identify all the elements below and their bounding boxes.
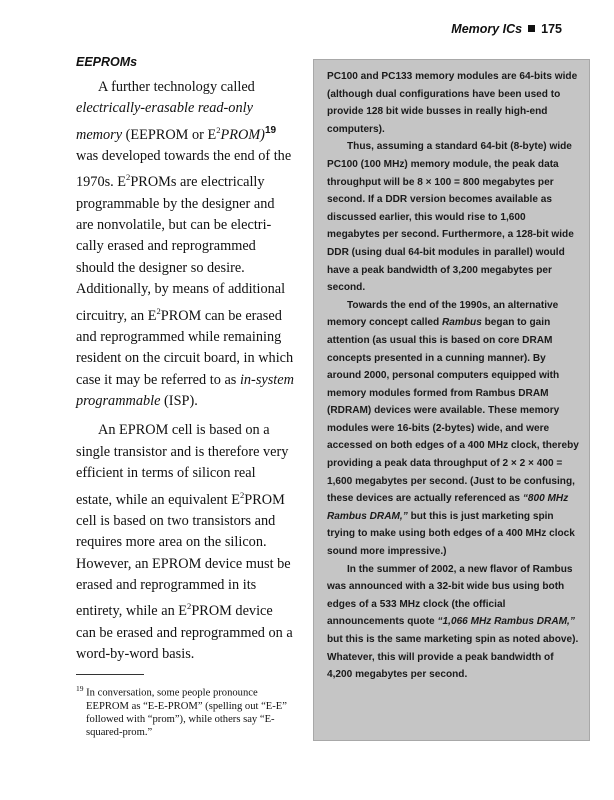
sidebar-box (313, 59, 590, 741)
paragraph-eeprom-intro: A further technology called electrically-erasable read-only memory (EEPROM or $E^2PROM)^{19}$ was developed towards the end of the 1970s. $E^2PROMs$ are electrically programmable by the designer and are nonvolatile, but can be electrically erased and reprogrammed should the designer so desire. Additionally, by means of additional circuitry, an $E^2PROM$ can be erased and reprogrammed while remaining resident on the circuit board, in which case it may be referred to as in-system programmable (ISP). (76, 79, 294, 409)
sidebar-paragraph: PC100 and PC133 memory modules are 64-bits wide (although dual configurations have been used to provide 128 bit wide busses in really high-end computers). (327, 71, 578, 135)
superscript-two: 2 (126, 172, 131, 183)
page-number: 175 (541, 22, 562, 36)
footnote-divider (76, 674, 144, 675)
superscript-two: 2 (239, 489, 245, 500)
term-rambus: Rambus (442, 317, 482, 329)
sidebar-paragraph: Thus, assuming a standard 64-bit (8-byte) wide PC100 (100 MHz) memory module, the peak data throughput will be 8 × 100 = 800 megabytes per second. If a DDR version becomes available as discussed earlier, this would rise to 1,600 megabytes per second. Furthermore, a 128-bit wide DDR (using dual 64-bit modules in parallel) would have a peak bandwidth of 3,200 megabytes per second. (327, 141, 574, 294)
term-isp: in-system programmable (76, 371, 294, 409)
paragraph-eprom-vs-eeprom: An EPROM cell is based on a single transistor and is therefore very efficient in terms of silicon real estate, while an equivalent $E^2PROM$ cell is based on two transistors and requires more area on the silicon. However, an EPROM device must be erased and reprogrammed in its entirety, while an $E^2PROM$ device can be erased and reprogrammed on a word-by-word basis. (76, 422, 293, 662)
sidebar-paragraph: Towards the end of the 1990s, an alternative memory concept called Rambus began to gain attention (as usual this is based on core DRAM concepts presented in a cunning manner). By around 2000, personal computers equipped with memory modules formed from Rambus DRAM (RDRAM) devices were available. These memory modules were 16-bits (2-bytes) wide, and were accessed on both edges of a 400 MHz clock, thereby providing a peak data throughput of 2 × 2 × 400 = 1,600 megabytes per second. (Just to be confusing, these devices are actually referenced as “800 MHz Rambus DRAM,” but this is just marketing spin trying to make using both edges of a 400 MHz clock sound more impressive.) (327, 299, 579, 558)
running-title: Memory ICs (451, 22, 523, 36)
header-square-bullet-icon (528, 25, 535, 32)
footnote: $^{19}$ In conversation, some people pronounce EEPROM as “E-E-PROM” (spelling out “E-E” followed with “prom”), while others say “E-squared-prom.” (76, 684, 287, 738)
sidebar-paragraph: In the summer of 2002, a new flavor of Rambus was announced with a 32-bit wide bus using both edges of a 533 MHz clock (the official announcements quote “1,066 MHz Rambus DRAM,” but this is the same marketing spin as noted above). Whatever, this will provide a peak bandwidth of 4,200 megabytes per second. (327, 563, 579, 681)
footnote-reference: 19 (264, 124, 277, 136)
section-title: EEPROMs (76, 55, 138, 69)
term-eeprom: electrically-erasable read-only memory (76, 100, 253, 143)
superscript-two: 2 (156, 305, 161, 316)
main-text-column (76, 55, 294, 665)
running-header (451, 22, 562, 36)
footnote-number: 19 (76, 684, 84, 693)
superscript-two: 2 (216, 124, 221, 135)
superscript-two: 2 (187, 601, 192, 612)
